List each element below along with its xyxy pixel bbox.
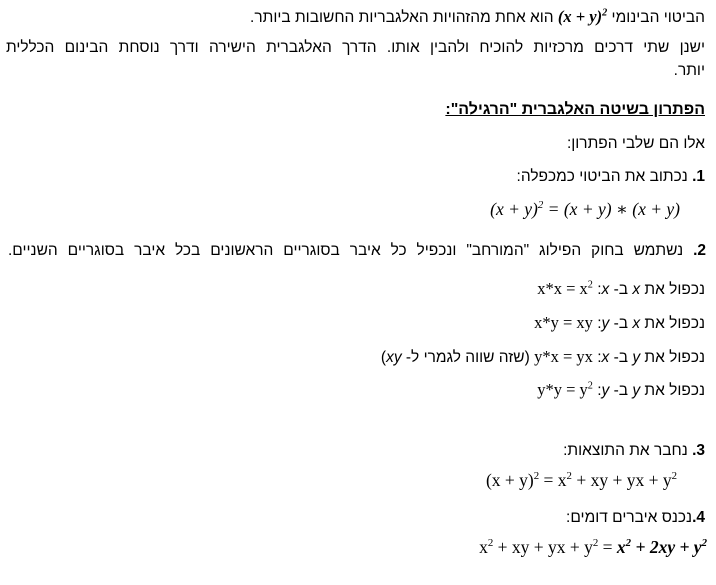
f3-s1: 2 [533,470,540,483]
mult-yy-equation [537,380,593,399]
mult-yy-eq-base: y*y = y [537,380,588,399]
formula-step1-expression [490,199,680,219]
mult-yx-eq-base: y*x = yx [534,347,593,366]
mult-yy-var2: y [601,382,610,399]
binomial-expression [558,7,607,26]
mult-xx-heb2: ב- [609,281,633,298]
mult-yx-note-text: (שזה שווה לגמרי ל- [401,349,535,366]
formula-step1-rhs: = (x + y) ∗ (x + y) [543,199,680,219]
mult-xy-colon: : [592,315,602,332]
mult-yy-colon: : [592,382,602,399]
formula-step4-expression [479,537,707,557]
f4-s2: 2 [592,537,599,550]
f3-s2: 2 [566,470,572,483]
intro-sentence [250,7,705,28]
mult-xy-heb2: ב- [609,315,633,332]
mult-line-xy [534,313,705,334]
intro-paragraph2-line1: ישנן שתי דרכים מרכזיות להוכיח ולהבין אותו. הדרך האלגברית הישירה ודרך נוסחת הבינום הכללית [6,39,705,56]
formula-step1 [490,197,680,221]
step2-number: 2. [693,242,706,259]
binomial-base: (x + y) [557,7,603,26]
mult-xx-var2: x [601,281,610,298]
mult-xx-var1: x [632,281,641,298]
steps-intro: אלו הם שלבי הפתרון: [566,135,705,152]
mult-yy-var1: y [632,382,641,399]
mult-yx-colon: : [592,349,602,366]
step4-label [566,508,705,528]
f3-t1: (x + y) [485,470,534,490]
mult-xy-var1: x [632,315,641,332]
mult-yx-note-var: xy [386,349,402,366]
mult-yx-note-close: ) [380,349,387,366]
f4-equals: = [598,537,617,557]
section-heading: הפתרון בשיטה האלגברית "הרגילה": [445,101,705,118]
binomial-exponent: 2 [602,7,608,19]
f3-t2: = x [539,470,567,490]
mult-xy-eq-base: x*y = xy [534,313,593,332]
mult-xx-equation [537,279,593,298]
mult-xx-eq-base: x*x = x [537,279,588,298]
mult-xy-equation [534,313,593,332]
step3-label [563,441,705,461]
formula-step4-result [617,537,707,557]
intro-text-after: הוא אחת מהזהויות האלגבריות החשובות ביותר. [250,9,558,26]
step4-number: 4. [692,509,705,526]
mult-line-yx [381,347,705,368]
f4-b2: + 2xy + y [631,537,702,557]
step2-label [8,241,706,261]
f4-bs1: 2 [625,537,632,550]
f4-bs2: 2 [701,537,707,550]
mult-yy-heb2: ב- [609,382,633,399]
intro-paragraph2-line2: יותר. [673,62,705,79]
f3-s3: 2 [671,470,677,483]
mult-yx-equation [534,347,593,366]
mult-yx-var1: y [632,349,641,366]
mult-xx-colon: : [592,281,602,298]
mult-yy-eq-sup: 2 [587,380,593,392]
mult-xy-var2: y [601,315,610,332]
formula-step3 [486,468,677,492]
formula-step4 [479,535,707,559]
mult-yy-heb1: נכפול את [640,382,705,399]
step1-label [517,167,705,187]
intro-text-before: הביטוי הבינומי [607,9,705,26]
step1-number: 1. [692,168,705,185]
mult-xx-eq-sup: 2 [587,279,593,291]
f4-s1: 2 [487,537,494,550]
mult-xy-heb1: נכפול את [640,315,705,332]
step4-text: נכנס איברים דומים: [566,509,693,526]
step1-text: נכתוב את הביטוי כמכפלה: [516,168,693,185]
f3-t3: + xy + yx + y [571,470,672,490]
f4-b1: x [616,537,626,557]
mult-xx-heb1: נכפול את [640,281,705,298]
formula-step1-lhs: (x + y) [490,199,538,219]
mult-yx-var2: x [601,349,610,366]
step2-text: נשתמש בחוק הפילוג "המורחב" ונכפיל כל איבר בסוגריים הראשונים בכל איבר בסוגריים השניים. [8,242,694,259]
step3-number: 3. [692,442,705,459]
formula-step3-expression [486,470,677,490]
step3-text: נחבר את התוצאות: [563,442,693,459]
mult-line-yy [537,380,705,401]
f4-t1: x [479,537,488,557]
mult-yx-heb1: נכפול את [640,349,705,366]
formula-step1-exponent: 2 [537,199,544,212]
mult-yx-heb2: ב- [609,349,633,366]
mult-line-xx [537,279,705,300]
f4-t2: + xy + yx + y [493,537,593,557]
